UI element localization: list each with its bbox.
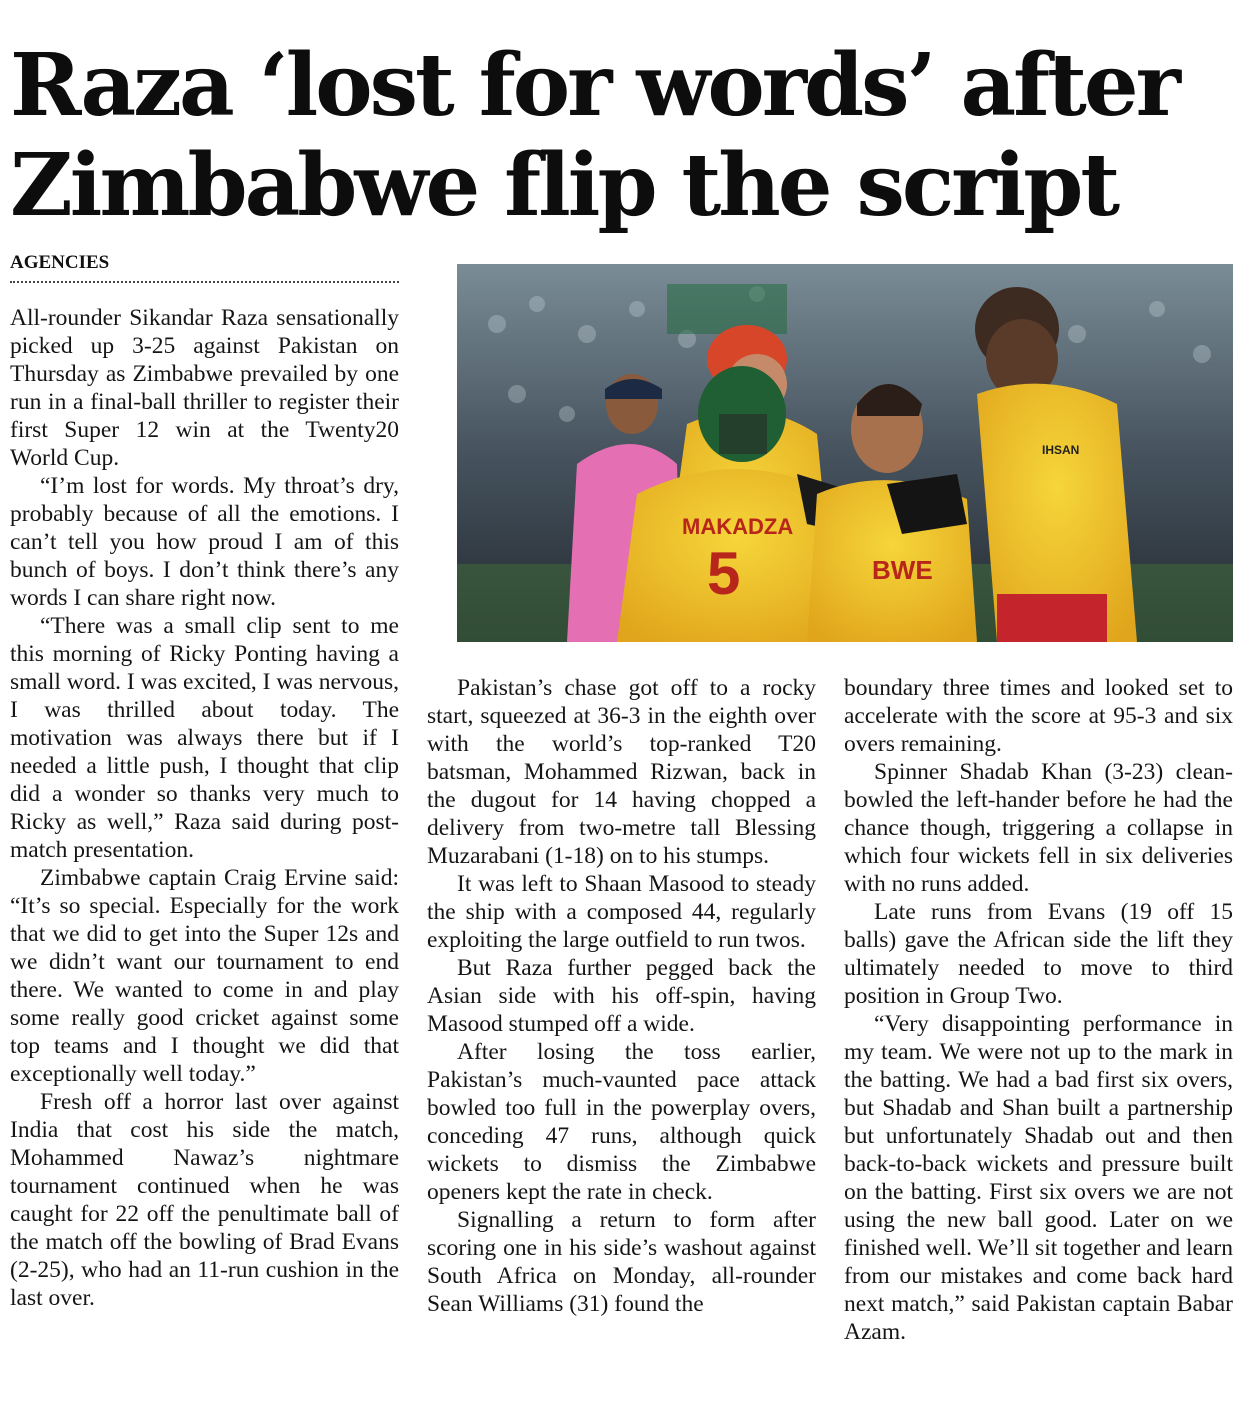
paragraph: Zimbabwe captain Craig Ervine said: “It’s so special. Especially for the work that we did to get into the Super 12s and we didn’t want our tournament to end there. We wanted to come in and play some really good cricket against some top teams and I thought we did that exceptionally well today.” bbox=[10, 865, 399, 1087]
headline bbox=[10, 36, 1240, 236]
jersey-sponsor: IHSAN bbox=[1042, 443, 1080, 457]
paragraph: Fresh off a horror last over against India that cost his side the match, Mohammed Nawaz’s nightmare tournament continued when he was caught for 22 off the penultimate ball of the match off the bowling of Brad Evans (2-25), who had an 11-run cushion in the last over. bbox=[10, 1089, 399, 1311]
byline: AGENCIES bbox=[10, 252, 399, 283]
jersey-number: 5 bbox=[707, 540, 741, 607]
paragraph: “I’m lost for words. My throat’s dry, probably because of all the emotions. I can’t tell you how proud I am of this bunch of boys. I don’t think there’s any words I can share right now. bbox=[10, 473, 399, 611]
paragraph: “There was a small clip sent to me this morning of Ricky Ponting having a small word. I was excited, I was nervous, I was thrilled about today. The motivation was always there but if I needed a little push, I thought that clip did a wonder so thanks very much to Ricky as well,” Raza said during post-match presentation. bbox=[10, 613, 399, 863]
paragraph: After losing the toss earlier, Pakistan’s much-vaunted pace attack bowled too full in the powerplay overs, conceding 47 runs, although quick wickets to dismiss the Zimbabwe openers kept the rate in check. bbox=[427, 1039, 816, 1205]
paragraph: Pakistan’s chase got off to a rocky start, squeezed at 36-3 in the eighth over with the world’s top-ranked T20 batsman, Mohammed Rizwan, back in the dugout for 14 having chopped a delivery from two-metre tall Blessing Muzarabani (1-18) on to his stumps. bbox=[427, 675, 816, 869]
news-photo-zimbabwe-celebration bbox=[457, 264, 1233, 642]
headline-line-1: Raza ‘lost for words’ after bbox=[10, 35, 1178, 136]
paragraph: All-rounder Sikandar Raza sensationally picked up 3-25 against Pakistan on Thursday as Zimbabwe prevailed by one run in a final-ball thriller to register their first Super 12 win at the Twenty20 World Cup. bbox=[10, 305, 399, 471]
paragraph: But Raza further pegged back the Asian side with his off-spin, having Masood stumped off a wide. bbox=[427, 955, 816, 1037]
headline-line-2: Zimbabwe flip the script bbox=[10, 135, 1118, 236]
paragraph: Signalling a return to form after scoring one in his side’s washout against South Africa on Monday, all-rounder Sean Williams (31) found the bbox=[427, 1207, 816, 1317]
paragraph: “Very disappointing performance in my team. We were not up to the mark in the batting. We had a bad first six overs, but Shadab and Shan built a partnership but unfortunately Shadab out and then back-to-back wickets and pressure built on the batting. First six overs we are not using the new ball good. Later on we finished well. We’ll sit together and learn from our mistakes and come back hard next match,” said Pakistan captain Babar Azam. bbox=[844, 1011, 1233, 1345]
paragraph: boundary three times and looked set to accelerate with the score at 95-3 and six overs remaining. bbox=[844, 675, 1233, 757]
article-column-2 bbox=[427, 674, 816, 1318]
jersey-name: MAKADZA bbox=[682, 514, 794, 539]
article-column-3 bbox=[844, 674, 1233, 1346]
photo-illustration bbox=[457, 264, 1233, 642]
jersey-team-text: BWE bbox=[872, 555, 933, 585]
article-column-1 bbox=[10, 304, 399, 1312]
paragraph: Spinner Shadab Khan (3-23) clean-bowled the left-hander before he had the chance though, triggering a collapse in which four wickets fell in six deliveries with no runs added. bbox=[844, 759, 1233, 897]
paragraph: Late runs from Evans (19 off 15 balls) gave the African side the lift they ultimately needed to move to third position in Group Two. bbox=[844, 899, 1233, 1009]
paragraph: It was left to Shaan Masood to steady the ship with a composed 44, regularly exploiting the large outfield to run twos. bbox=[427, 871, 816, 953]
